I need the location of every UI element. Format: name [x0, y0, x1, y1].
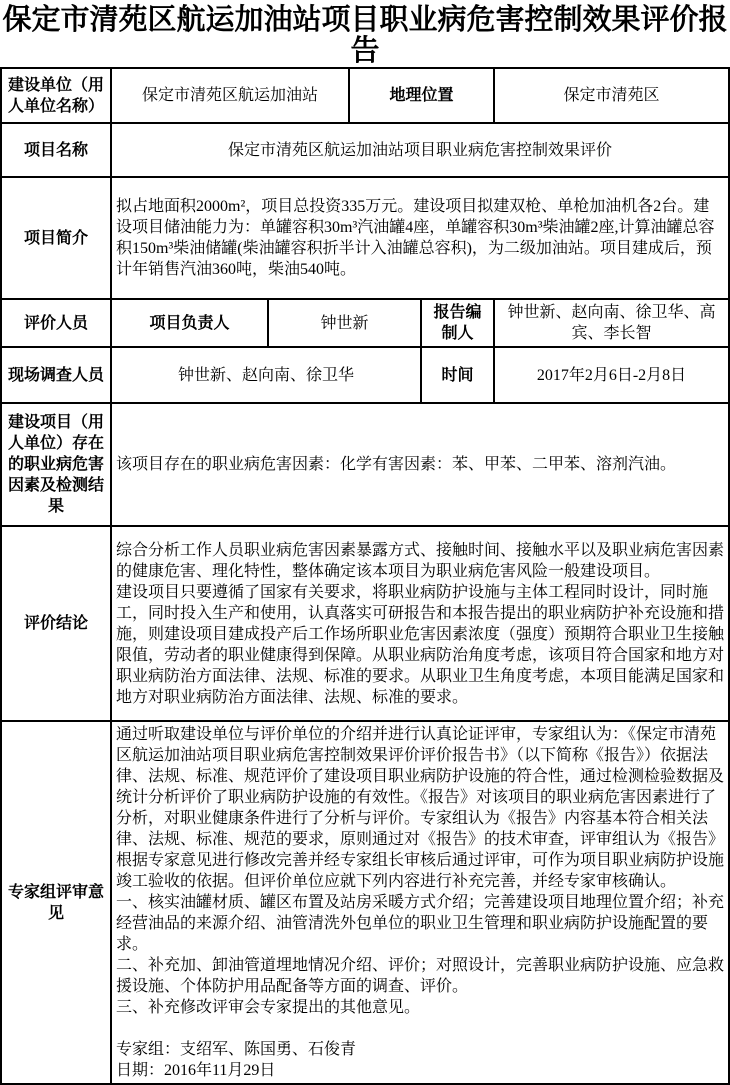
- survey-label: 现场调查人员: [2, 348, 112, 404]
- conclusion-paragraph: 综合分析工作人员职业病危害因素暴露方式、接触时间、接触水平以及职业病危害因素的健康危害、理化特性，整体确定该本项目为职业病危害风险一般建设项目。: [116, 541, 725, 580]
- project-intro-label: 项目简介: [2, 178, 112, 300]
- blank-line: [116, 1018, 724, 1039]
- unit-value: 保定市清苑区航运加油站: [112, 69, 350, 124]
- survey-names: 钟世新、赵向南、徐卫华: [112, 348, 422, 404]
- time-label: 时间: [422, 348, 495, 404]
- table-row: [2, 178, 730, 300]
- project-leader-name: 钟世新: [269, 300, 422, 348]
- evaluators-label: 评价人员: [2, 300, 112, 348]
- project-name-value: 保定市清苑区航运加油站项目职业病危害控制效果评价: [112, 124, 730, 178]
- location-label: 地理位置: [350, 69, 495, 124]
- report-writer-names: 钟世新、赵向南、徐卫华、高宾、李长智: [495, 300, 730, 348]
- table-row: [2, 69, 730, 124]
- location-value: 保定市清苑区: [495, 69, 730, 124]
- hazards-label: 建设项目（用人单位）存在的职业病危害因素及检测结果: [2, 404, 112, 527]
- report-writer-label: 报告编制人: [422, 300, 495, 348]
- project-intro-value: 拟占地面积2000m²，项目总投资335万元。建设项目拟建双枪、单枪加油机各2台。建设项目储油能力为：单罐容积30m³汽油罐4座，单罐容积30m³柴油罐2座,计算油罐总容积150m³柴油储罐(柴油罐容积折半计入油罐总容积)，为二级加油站。项目建成后，预计年销售汽油360吨，柴油540吨。: [112, 178, 730, 300]
- expert-paragraph: 二、补充加、卸油管道埋地情况介绍、评价；对照设计，完善职业病防护设施、应急救援设施、个体防护用品配备等方面的调查、评价。: [116, 957, 725, 995]
- table-row: [2, 722, 730, 1085]
- hazards-value: 该项目存在的职业病危害因素：化学有害因素：苯、甲苯、二甲苯、溶剂汽油。: [112, 404, 730, 527]
- expert-opinion: [112, 722, 730, 1085]
- project-name-label: 项目名称: [2, 124, 112, 178]
- unit-label: 建设单位（用人单位名称）: [2, 69, 112, 124]
- expert-paragraph: 三、补充修改评审会专家提出的其他意见。: [116, 999, 421, 1016]
- time-value: 2017年2月6日-2月8日: [495, 348, 730, 404]
- expert-date: 日期：2016年11月29日: [116, 1062, 276, 1079]
- project-leader-label: 项目负责人: [112, 300, 269, 348]
- table-row: [2, 404, 730, 527]
- expert-paragraph: 通过听取建设单位与评价单位的介绍并进行认真论证评审，专家组认为：《保定市清苑区航运加油站项目职业病危害控制效果评价评价报告书》（以下简称《报告》）依据法律、法规、标准、规范评价了建设项目职业病防护设施的符合性，通过检测检验数据及统计分析评价了职业病防护设施的有效性。《报告》对该项目的职业病危害因素进行了分析，对职业健康条件进行了分析与评价。专家组认为《报告》内容基本符合相关法律、法规、标准、规范的要求，原则通过对《报告》的技术审查，评审组认为《报告》根据专家意见进行修改完善并经专家组长审核后通过评审，可作为项目职业病防护设施竣工验收的依据。但评价单位应就下列内容进行补充完善，并经专家审核确认。: [116, 726, 725, 890]
- conclusion-paragraph: 建设项目只要遵循了国家有关要求，将职业病防护设施与主体工程同时设计，同时施工，同时投入生产和使用，认真落实可研报告和本报告提出的职业病防护补充设施和措施，则建设项目建成投产后工作场所职业危害因素浓度（强度）预期符合职业卫生接触限值，劳动者的职业健康得到保障。从职业病防治角度考虑，该项目符合国家和地方对职业病防治方面法律、法规、标准的要求。从职业卫生角度考虑，本项目能满足国家和地方对职业病防治方面法律、法规、标准的要求。: [116, 583, 725, 706]
- table-row: [2, 300, 730, 348]
- expert-label: 专家组评审意见: [2, 722, 112, 1085]
- table-row: [2, 124, 730, 178]
- expert-team: 专家组：支绍军、陈国勇、石俊青: [116, 1041, 357, 1058]
- table-row: [2, 527, 730, 722]
- conclusion-value: [112, 527, 730, 722]
- conclusion-label: 评价结论: [2, 527, 112, 722]
- table-row: [2, 348, 730, 404]
- report-table: [0, 67, 730, 1085]
- page-title: 保定市清苑区航运加油站项目职业病危害控制效果评价报告: [2, 4, 728, 67]
- expert-paragraph: 一、核实油罐材质、罐区布置及站房采暖方式介绍；完善建设项目地理位置介绍；补充经营油品的来源介绍、油管清洗外包单位的职业卫生管理和职业病防护设施配置的要求。: [116, 894, 725, 953]
